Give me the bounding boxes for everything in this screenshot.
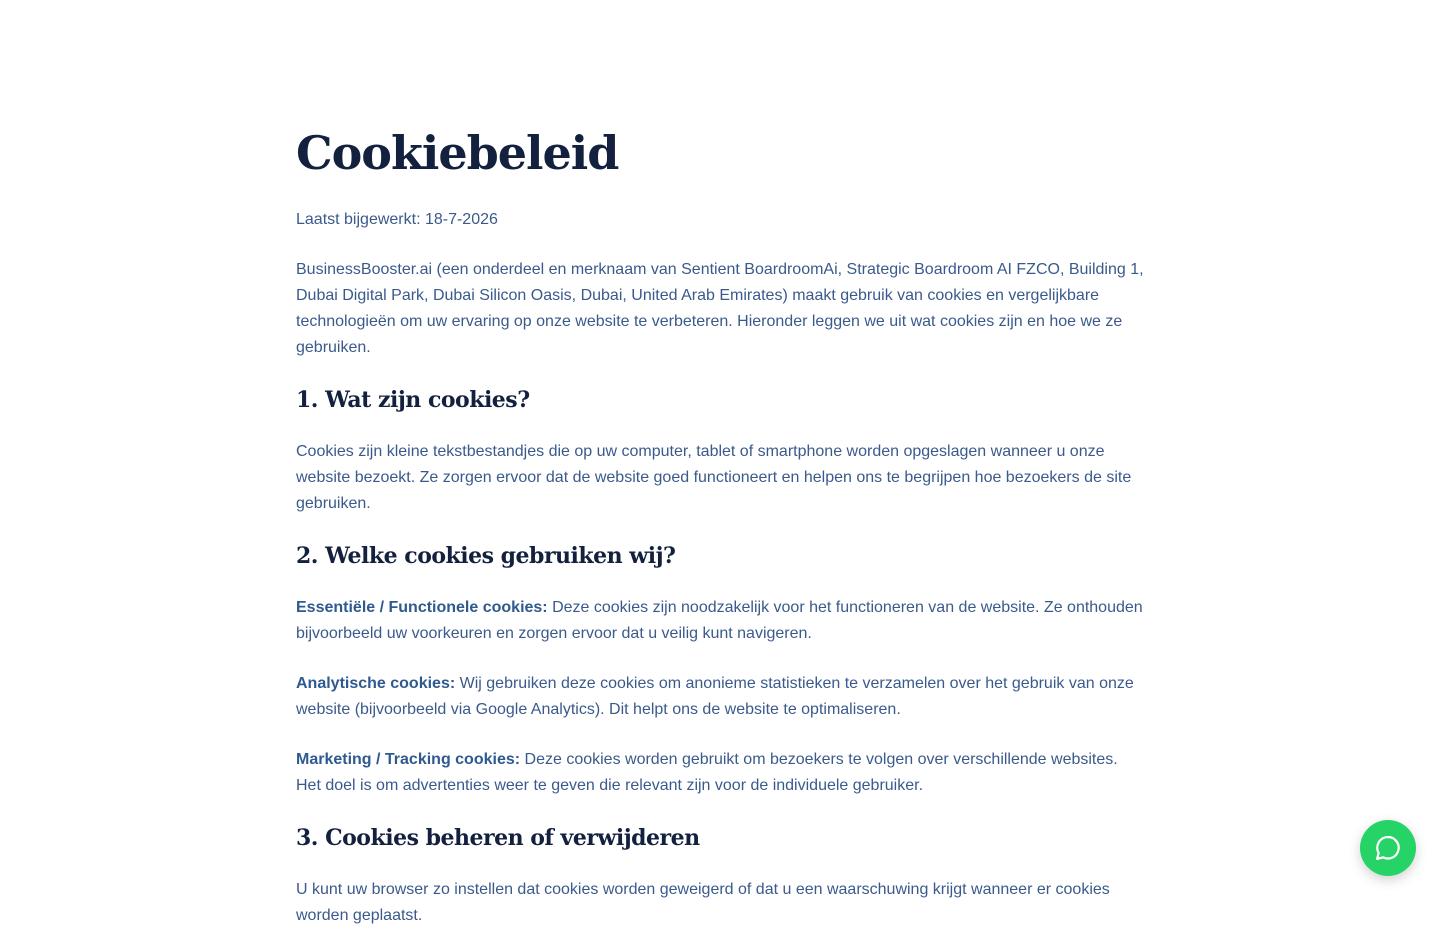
cookie-type-analytics: [296, 671, 1146, 723]
intro-paragraph: BusinessBooster.ai (een onderdeel en merknaam van Sentient BoardroomAi, Strategic Boardroom AI FZCO, Building 1, Dubai Digital Park, Dubai Silicon Oasis, Dubai, United Arab Emirates) maakt gebruik van cookies en vergelijkbare technologieën om uw ervaring op onze website te verbeteren. Hieronder leggen we uit wat cookies zijn en hoe we ze gebruiken.: [296, 261, 1144, 356]
cookie-type-label: Marketing / Tracking cookies:: [296, 751, 521, 768]
section-heading: 3. Cookies beheren of verwijderen: [296, 825, 700, 851]
cookie-type-functional: [296, 595, 1146, 647]
page-title: Cookiebeleid: [296, 126, 619, 180]
section-heading: 2. Welke cookies gebruiken wij?: [296, 543, 676, 569]
section-paragraph: U kunt uw browser zo instellen dat cookies worden geweigerd of dat u een waarschuwing krijgt wanneer er cookies worden geplaatst.: [296, 881, 1110, 924]
cookie-type-description: Wij gebruiken deze cookies om anonieme statistieken te verzamelen over het gebruik van onze website (bijvoorbeeld via Google Analytics). Dit helpt ons de website te optimaliseren.: [296, 675, 1134, 718]
main-content: [296, 120, 1146, 929]
section-paragraph: Cookies zijn kleine tekstbestandjes die op uw computer, tablet of smartphone worden opgeslagen wanneer u onze website bezoekt. Ze zorgen ervoor dat de website goed functioneert en helpen ons te begrijpen hoe bezoekers de site gebruiken.: [296, 443, 1132, 512]
section-which-cookies: [296, 541, 1146, 799]
cookie-type-label: Essentiële / Functionele cookies:: [296, 599, 548, 616]
cookie-type-description: Deze cookies zijn noodzakelijk voor het functioneren van de website. Ze onthouden bijvoorbeeld uw voorkeuren en zorgen ervoor dat u veilig kunt navigeren.: [296, 599, 1143, 642]
cookie-type-description: Deze cookies worden gebruikt om bezoekers te volgen over verschillende websites. Het doel is om advertenties weer te geven die relevant zijn voor de individuele gebruiker.: [296, 751, 1118, 794]
cookie-type-label: Analytische cookies:: [296, 675, 456, 692]
section-heading: 1. Wat zijn cookies?: [296, 387, 530, 413]
last-updated: Laatst bijgewerkt: 18-7-2026: [296, 211, 498, 228]
chat-bubble-icon: [1373, 833, 1403, 863]
section-manage-cookies: [296, 823, 1146, 929]
cookie-type-marketing: [296, 747, 1146, 799]
section-what-are-cookies: [296, 385, 1146, 517]
chat-button[interactable]: [1360, 820, 1416, 876]
